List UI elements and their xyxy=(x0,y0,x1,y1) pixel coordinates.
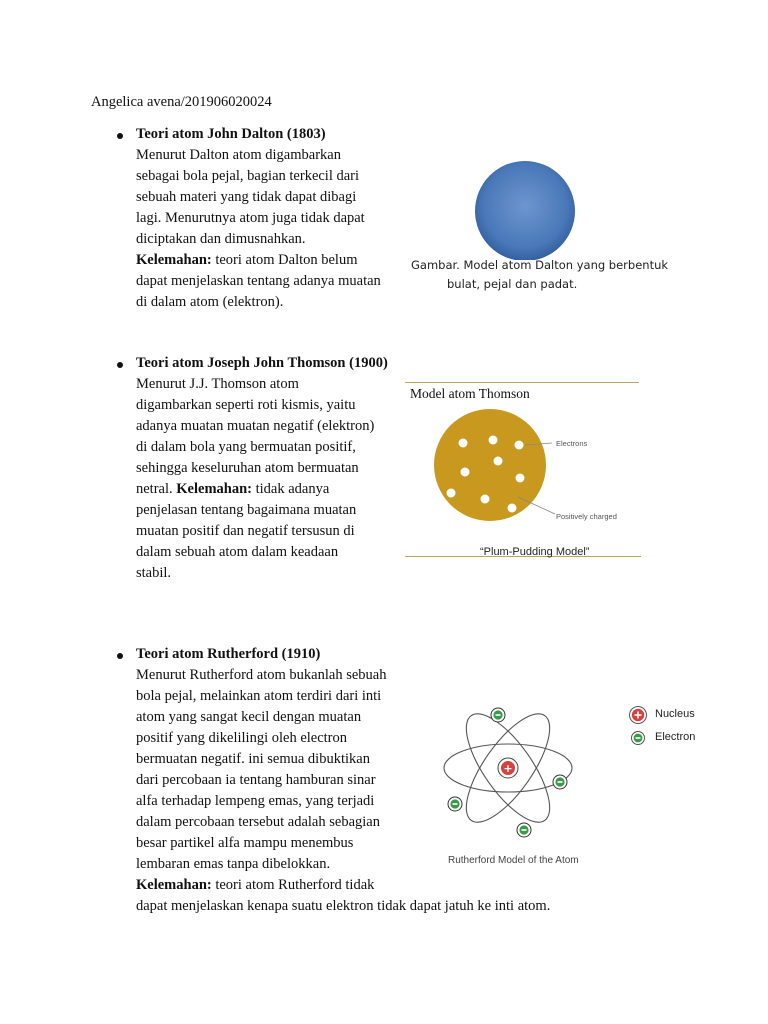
dalton-caption-line2: bulat, pejal dan padat. xyxy=(447,277,578,291)
weakness-label: Kelemahan: xyxy=(176,481,252,497)
section-body-thomson xyxy=(136,374,374,584)
text-line: sehingga keseluruhan atom bermuatan xyxy=(136,460,359,476)
text-line: sebuah materi yang tidak dapat dibagi xyxy=(136,189,357,205)
legend-nucleus-icon xyxy=(630,707,647,724)
label-positively-charged: Positively charged xyxy=(556,512,617,521)
bullet-rutherford xyxy=(117,653,123,659)
electron-dot xyxy=(481,495,490,504)
thomson-positive-sphere xyxy=(434,409,546,521)
electron-dot xyxy=(508,504,517,513)
text-line: di dalam atom (elektron). xyxy=(136,294,284,310)
electron-dot xyxy=(459,439,468,448)
rutherford-legend-icons xyxy=(628,706,648,750)
plum-pudding-caption: “Plum-Pudding Model” xyxy=(480,546,590,558)
weakness-label: Kelemahan: xyxy=(136,252,212,268)
dalton-sphere-figure xyxy=(470,160,580,260)
text-line: Menurut Dalton atom digambarkan xyxy=(136,147,341,163)
electron-dot xyxy=(494,457,503,466)
nucleus-plus-icon: + xyxy=(503,762,513,775)
text-line: Menurut J.J. Thomson atom xyxy=(136,376,299,392)
thomson-figure-title: Model atom Thomson xyxy=(410,386,530,401)
text-line: adanya muatan muatan negatif (elektron) xyxy=(136,418,375,434)
text-line: digambarkan seperti roti kismis, yaitu xyxy=(136,397,356,413)
legend-electron-icon xyxy=(632,732,645,745)
weakness-text: teori atom Rutherford tidak xyxy=(211,877,375,893)
electron-dot xyxy=(515,441,524,450)
text-line: stabil. xyxy=(136,565,172,581)
text-line: dari percobaan ia tentang hamburan sinar xyxy=(136,772,376,788)
weakness-line xyxy=(136,479,374,500)
author-line: Angelica avena/201906020024 xyxy=(91,94,272,110)
text-line: lembaran emas tanpa dibelokkan. xyxy=(136,856,331,872)
section-title-rutherford: Teori atom Rutherford (1910) xyxy=(136,646,321,662)
text-line: muatan positif dan negatif tersusun di xyxy=(136,523,355,539)
text-line: lagi. Menurutnya atom juga tidak dapat xyxy=(136,210,365,226)
legend-electron-label: Electron xyxy=(655,731,696,743)
text-line: dapat menjelaskan tentang adanya muatan xyxy=(136,273,381,289)
section-title-dalton: Teori atom John Dalton (1803) xyxy=(136,126,326,142)
electron-dot xyxy=(447,489,456,498)
electron-dot xyxy=(516,474,525,483)
weakness-label: Kelemahan: xyxy=(136,877,212,893)
text-line: bermuatan negatif. ini semua dibuktikan xyxy=(136,751,370,767)
text-line: atom yang sangat kecil dengan muatan xyxy=(136,709,362,725)
text-line: besar partikel alfa mampu menembus xyxy=(136,835,354,851)
label-electrons: Electrons xyxy=(556,439,588,448)
section-body-dalton xyxy=(136,145,381,313)
electron-dot xyxy=(489,436,498,445)
electron-dot xyxy=(461,468,470,477)
legend-nucleus-label: Nucleus xyxy=(655,708,695,720)
weakness-text: teori atom Dalton belum xyxy=(211,252,358,268)
electron xyxy=(553,775,567,789)
weakness-line xyxy=(136,250,381,271)
text-line: dalam percobaan tersebut adalah sebagian xyxy=(136,814,380,830)
text-line: diciptakan dan dimusnahkan. xyxy=(136,231,306,247)
text-line: dalam sebuah atom dalam keadaan xyxy=(136,544,339,560)
electron xyxy=(491,708,505,722)
electron xyxy=(517,823,531,837)
bullet-dalton xyxy=(117,133,123,139)
text-line: alfa terhadap lempeng emas, yang terjadi xyxy=(136,793,375,809)
text-line: di dalam bola yang bermuatan positif, xyxy=(136,439,356,455)
weakness-text: tidak adanya xyxy=(251,481,330,497)
dalton-caption-line1: Gambar. Model atom Dalton yang berbentuk xyxy=(411,258,669,272)
text-line: penjelasan tentang bagaimana muatan xyxy=(136,502,357,518)
thomson-top-rule xyxy=(405,382,639,383)
rutherford-atom-figure xyxy=(440,698,590,848)
rutherford-caption: Rutherford Model of the Atom xyxy=(448,855,579,866)
dalton-sphere xyxy=(475,161,575,260)
text-line: dapat menjelaskan kenapa suatu elektron tidak dapat jatuh ke inti atom. xyxy=(136,898,551,914)
bullet-thomson xyxy=(117,362,123,368)
text-line: Menurut Rutherford atom bukanlah sebuah xyxy=(136,667,387,683)
weakness-line xyxy=(136,875,550,896)
text-line: bola pejal, melainkan atom terdiri dari inti xyxy=(136,688,382,704)
text-line: sebagai bola pejal, bagian terkecil dari xyxy=(136,168,360,184)
text-fragment: netral. xyxy=(136,481,177,497)
section-title-thomson: Teori atom Joseph John Thomson (1900) xyxy=(136,355,388,371)
electron xyxy=(448,797,462,811)
text-line: positif yang dikelilingi oleh electron xyxy=(136,730,348,746)
